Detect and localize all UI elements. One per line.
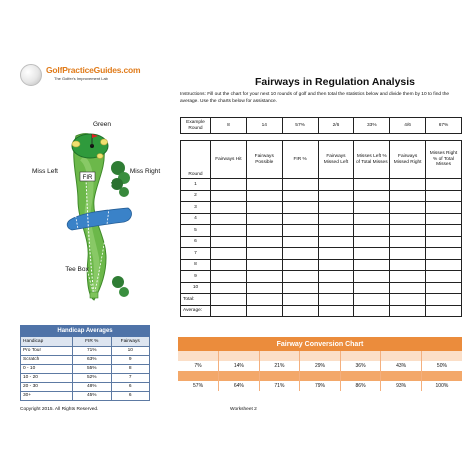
entry-cell[interactable] xyxy=(354,248,390,260)
table-row xyxy=(178,361,462,371)
entry-cell[interactable] xyxy=(246,271,282,283)
round-label: 9 xyxy=(181,271,211,283)
entry-cell[interactable] xyxy=(318,190,354,202)
entry-cell[interactable] xyxy=(211,271,247,283)
entry-cell[interactable] xyxy=(211,236,247,248)
miss-right-label: Miss Right xyxy=(129,168,161,175)
example-missed-right: 4/6 xyxy=(390,118,426,134)
fir-label: FIR xyxy=(82,175,93,181)
conversion-cell xyxy=(421,351,462,361)
column-header: Fairways Missed Left xyxy=(318,141,354,179)
table-row xyxy=(21,346,150,355)
entry-cell[interactable] xyxy=(426,271,462,283)
entry-cell[interactable] xyxy=(390,236,426,248)
table-row xyxy=(181,225,462,237)
fairways-count: 9 xyxy=(111,355,150,364)
round-label: 10 xyxy=(181,282,211,294)
example-fairways-possible: 14 xyxy=(246,118,282,134)
conversion-cell xyxy=(178,351,219,361)
column-header: Fairways Possible xyxy=(246,141,282,179)
entry-cell[interactable] xyxy=(246,248,282,260)
example-left-percent: 33% xyxy=(354,118,390,134)
fairways-count: 10 xyxy=(111,346,150,355)
entry-cell[interactable] xyxy=(282,305,318,317)
table-row xyxy=(181,248,462,260)
table-row xyxy=(181,305,462,317)
fairways-count: 7 xyxy=(111,373,150,382)
entry-cell[interactable] xyxy=(426,294,462,306)
table-row xyxy=(21,355,150,364)
table-row xyxy=(21,364,150,373)
entry-cell[interactable] xyxy=(318,305,354,317)
conversion-cell xyxy=(421,371,462,381)
column-header: Fairways Hit xyxy=(211,141,247,179)
entry-cell[interactable] xyxy=(318,213,354,225)
entry-cell[interactable] xyxy=(354,282,390,294)
green-label: Green xyxy=(92,121,112,128)
column-header: Fairways xyxy=(111,337,150,347)
round-label: 6 xyxy=(181,236,211,248)
tree-icon xyxy=(119,187,129,197)
entry-cell[interactable] xyxy=(426,213,462,225)
table-row xyxy=(181,282,462,294)
tree-icon xyxy=(112,276,124,288)
conversion-cell: 100% xyxy=(421,381,462,391)
entry-cell[interactable] xyxy=(426,305,462,317)
conversion-cell xyxy=(300,351,341,361)
entry-cell[interactable] xyxy=(318,294,354,306)
table-row xyxy=(181,202,462,214)
entry-cell[interactable] xyxy=(318,282,354,294)
conversion-cell xyxy=(259,371,300,381)
entry-cell[interactable] xyxy=(354,202,390,214)
column-header: Fairways Missed Right xyxy=(390,141,426,179)
table-row xyxy=(21,391,150,400)
entry-cell[interactable] xyxy=(390,225,426,237)
bunker-shape xyxy=(101,139,108,145)
entry-cell[interactable] xyxy=(282,213,318,225)
entry-cell[interactable] xyxy=(426,282,462,294)
bunker-shape xyxy=(97,154,103,159)
conversion-cell: 50% xyxy=(421,361,462,371)
entry-cell[interactable] xyxy=(282,294,318,306)
conversion-cell xyxy=(340,351,381,361)
entry-cell[interactable] xyxy=(354,294,390,306)
table-header-row xyxy=(181,141,462,179)
round-stats-table xyxy=(180,140,462,317)
worksheet-label: Worksheet 2 xyxy=(230,407,257,412)
conversion-cell: 21% xyxy=(259,361,300,371)
example-right-percent: 67% xyxy=(426,118,462,134)
entry-cell[interactable] xyxy=(282,225,318,237)
handicap-level: Scratch xyxy=(21,355,73,364)
handicap-level: 30+ xyxy=(21,391,73,400)
table-row xyxy=(181,213,462,225)
fairways-count: 6 xyxy=(111,382,150,391)
fir-percent: 45% xyxy=(73,391,112,400)
entry-cell[interactable] xyxy=(354,190,390,202)
entry-cell[interactable] xyxy=(354,305,390,317)
entry-cell[interactable] xyxy=(246,259,282,271)
round-label: 5 xyxy=(181,225,211,237)
column-header: Misses Left % of Total Misses xyxy=(354,141,390,179)
column-header: Handicap xyxy=(21,337,73,347)
water-hazard-shape xyxy=(67,208,131,230)
entry-cell[interactable] xyxy=(282,190,318,202)
miss-left-label: Miss Left xyxy=(31,168,58,175)
entry-cell[interactable] xyxy=(354,213,390,225)
table-row xyxy=(181,236,462,248)
entry-cell[interactable] xyxy=(246,282,282,294)
entry-cell[interactable] xyxy=(282,202,318,214)
entry-cell[interactable] xyxy=(354,259,390,271)
handicap-level: Pro Tour xyxy=(21,346,73,355)
fir-percent: 71% xyxy=(73,346,112,355)
conversion-cell: 86% xyxy=(340,381,381,391)
entry-cell[interactable] xyxy=(390,202,426,214)
round-label: 3 xyxy=(181,202,211,214)
entry-cell[interactable] xyxy=(246,213,282,225)
logo-tagline: The Golfer's Improvement Lab xyxy=(54,76,108,81)
entry-cell[interactable] xyxy=(211,305,247,317)
entry-cell[interactable] xyxy=(390,305,426,317)
entry-cell[interactable] xyxy=(354,225,390,237)
fir-percent: 55% xyxy=(73,364,112,373)
entry-cell[interactable] xyxy=(426,225,462,237)
entry-cell[interactable] xyxy=(246,225,282,237)
logo-name: GolfPracticeGuides.com xyxy=(46,65,141,75)
handicap-level: 10 - 20 xyxy=(21,373,73,382)
table-row xyxy=(178,381,462,391)
entry-cell[interactable] xyxy=(246,190,282,202)
conversion-cell xyxy=(219,351,260,361)
handicap-averages-table xyxy=(20,325,150,401)
tee-box-shape xyxy=(90,292,98,298)
entry-cell[interactable] xyxy=(390,271,426,283)
entry-cell[interactable] xyxy=(390,190,426,202)
table-row xyxy=(181,294,462,306)
entry-cell[interactable] xyxy=(282,179,318,191)
conversion-cell xyxy=(178,371,219,381)
table-row xyxy=(178,351,462,361)
handicap-level: 20 - 30 xyxy=(21,382,73,391)
table-row xyxy=(178,371,462,381)
example-round-table xyxy=(180,117,462,134)
total-label: Total: xyxy=(181,294,211,306)
conversion-cell: 79% xyxy=(300,381,341,391)
entry-cell[interactable] xyxy=(211,202,247,214)
entry-cell[interactable] xyxy=(354,236,390,248)
entry-cell[interactable] xyxy=(426,236,462,248)
conversion-cell xyxy=(381,371,422,381)
entry-cell[interactable] xyxy=(211,213,247,225)
table-row xyxy=(181,179,462,191)
conversion-title: Fairway Conversion Chart xyxy=(178,337,462,351)
entry-cell[interactable] xyxy=(390,179,426,191)
conversion-cell: 43% xyxy=(381,361,422,371)
entry-cell[interactable] xyxy=(426,248,462,260)
table-row xyxy=(181,259,462,271)
round-label: 1 xyxy=(181,179,211,191)
conversion-cell xyxy=(219,371,260,381)
average-label: Average: xyxy=(181,305,211,317)
example-fir-percent: 57% xyxy=(282,118,318,134)
entry-cell[interactable] xyxy=(318,271,354,283)
page-title: Fairways in Regulation Analysis xyxy=(254,76,416,88)
entry-cell[interactable] xyxy=(282,259,318,271)
entry-cell[interactable] xyxy=(246,294,282,306)
tree-icon xyxy=(119,287,129,297)
conversion-cell: 57% xyxy=(178,381,219,391)
handicap-title: Handicap Averages xyxy=(21,326,150,337)
entry-cell[interactable] xyxy=(318,259,354,271)
table-row xyxy=(21,373,150,382)
fairway-conversion-table xyxy=(178,337,462,391)
entry-cell[interactable] xyxy=(390,294,426,306)
round-label: 8 xyxy=(181,259,211,271)
instructions: Instructions: Fill out the chart for your next 10 rounds of golf and then total the statistics below and divide them by 10 to find the average. Use the charts below for assistance. xyxy=(180,92,450,104)
entry-cell[interactable] xyxy=(318,179,354,191)
entry-cell[interactable] xyxy=(390,248,426,260)
entry-cell[interactable] xyxy=(318,248,354,260)
conversion-cell: 14% xyxy=(219,361,260,371)
entry-cell[interactable] xyxy=(426,259,462,271)
column-header: Round xyxy=(181,141,211,179)
logo xyxy=(18,62,168,94)
fairways-count: 6 xyxy=(111,391,150,400)
entry-cell[interactable] xyxy=(354,179,390,191)
tee-box-label: Tee Box xyxy=(65,266,89,273)
conversion-cell: 36% xyxy=(340,361,381,371)
golf-hole-diagram xyxy=(62,128,140,308)
example-round-label: Example Round xyxy=(181,118,211,134)
table-row xyxy=(181,190,462,202)
table-row xyxy=(21,382,150,391)
entry-cell[interactable] xyxy=(390,259,426,271)
entry-cell[interactable] xyxy=(246,202,282,214)
entry-cell[interactable] xyxy=(318,236,354,248)
round-label: 7 xyxy=(181,248,211,260)
example-fairways-hit: 8 xyxy=(211,118,247,134)
conversion-cell: 93% xyxy=(381,381,422,391)
entry-cell[interactable] xyxy=(426,202,462,214)
copyright-text: Copyright 2015. All Rights Reserved. xyxy=(20,407,99,412)
handicap-level: 0 - 10 xyxy=(21,364,73,373)
conversion-cell: 29% xyxy=(300,361,341,371)
fir-percent: 52% xyxy=(73,373,112,382)
entry-cell[interactable] xyxy=(282,248,318,260)
table-row xyxy=(181,271,462,283)
entry-cell[interactable] xyxy=(211,179,247,191)
conversion-cell xyxy=(381,351,422,361)
entry-cell[interactable] xyxy=(282,236,318,248)
fir-percent: 48% xyxy=(73,382,112,391)
entry-cell[interactable] xyxy=(390,282,426,294)
entry-cell[interactable] xyxy=(246,236,282,248)
bunker-shape xyxy=(72,141,80,147)
conversion-cell xyxy=(300,371,341,381)
entry-cell[interactable] xyxy=(211,282,247,294)
column-header: Misses Right % of Total Misses xyxy=(426,141,462,179)
entry-cell[interactable] xyxy=(426,190,462,202)
entry-cell[interactable] xyxy=(211,259,247,271)
round-label: 4 xyxy=(181,213,211,225)
entry-cell[interactable] xyxy=(318,202,354,214)
entry-cell[interactable] xyxy=(211,294,247,306)
entry-cell[interactable] xyxy=(211,190,247,202)
round-label: 2 xyxy=(181,190,211,202)
conversion-cell: 64% xyxy=(219,381,260,391)
entry-cell[interactable] xyxy=(211,225,247,237)
fir-percent: 63% xyxy=(73,355,112,364)
example-missed-left: 2/6 xyxy=(318,118,354,134)
entry-cell[interactable] xyxy=(426,179,462,191)
entry-cell[interactable] xyxy=(282,282,318,294)
entry-cell[interactable] xyxy=(354,271,390,283)
conversion-cell xyxy=(340,371,381,381)
entry-cell[interactable] xyxy=(282,271,318,283)
conversion-cell xyxy=(259,351,300,361)
entry-cell[interactable] xyxy=(211,248,247,260)
fairways-count: 8 xyxy=(111,364,150,373)
entry-cell[interactable] xyxy=(318,225,354,237)
column-header: FIR % xyxy=(73,337,112,347)
golf-ball-icon xyxy=(20,64,42,86)
entry-cell[interactable] xyxy=(246,179,282,191)
column-header: FIR % xyxy=(282,141,318,179)
conversion-cell: 7% xyxy=(178,361,219,371)
entry-cell[interactable] xyxy=(390,213,426,225)
entry-cell[interactable] xyxy=(246,305,282,317)
conversion-cell: 71% xyxy=(259,381,300,391)
